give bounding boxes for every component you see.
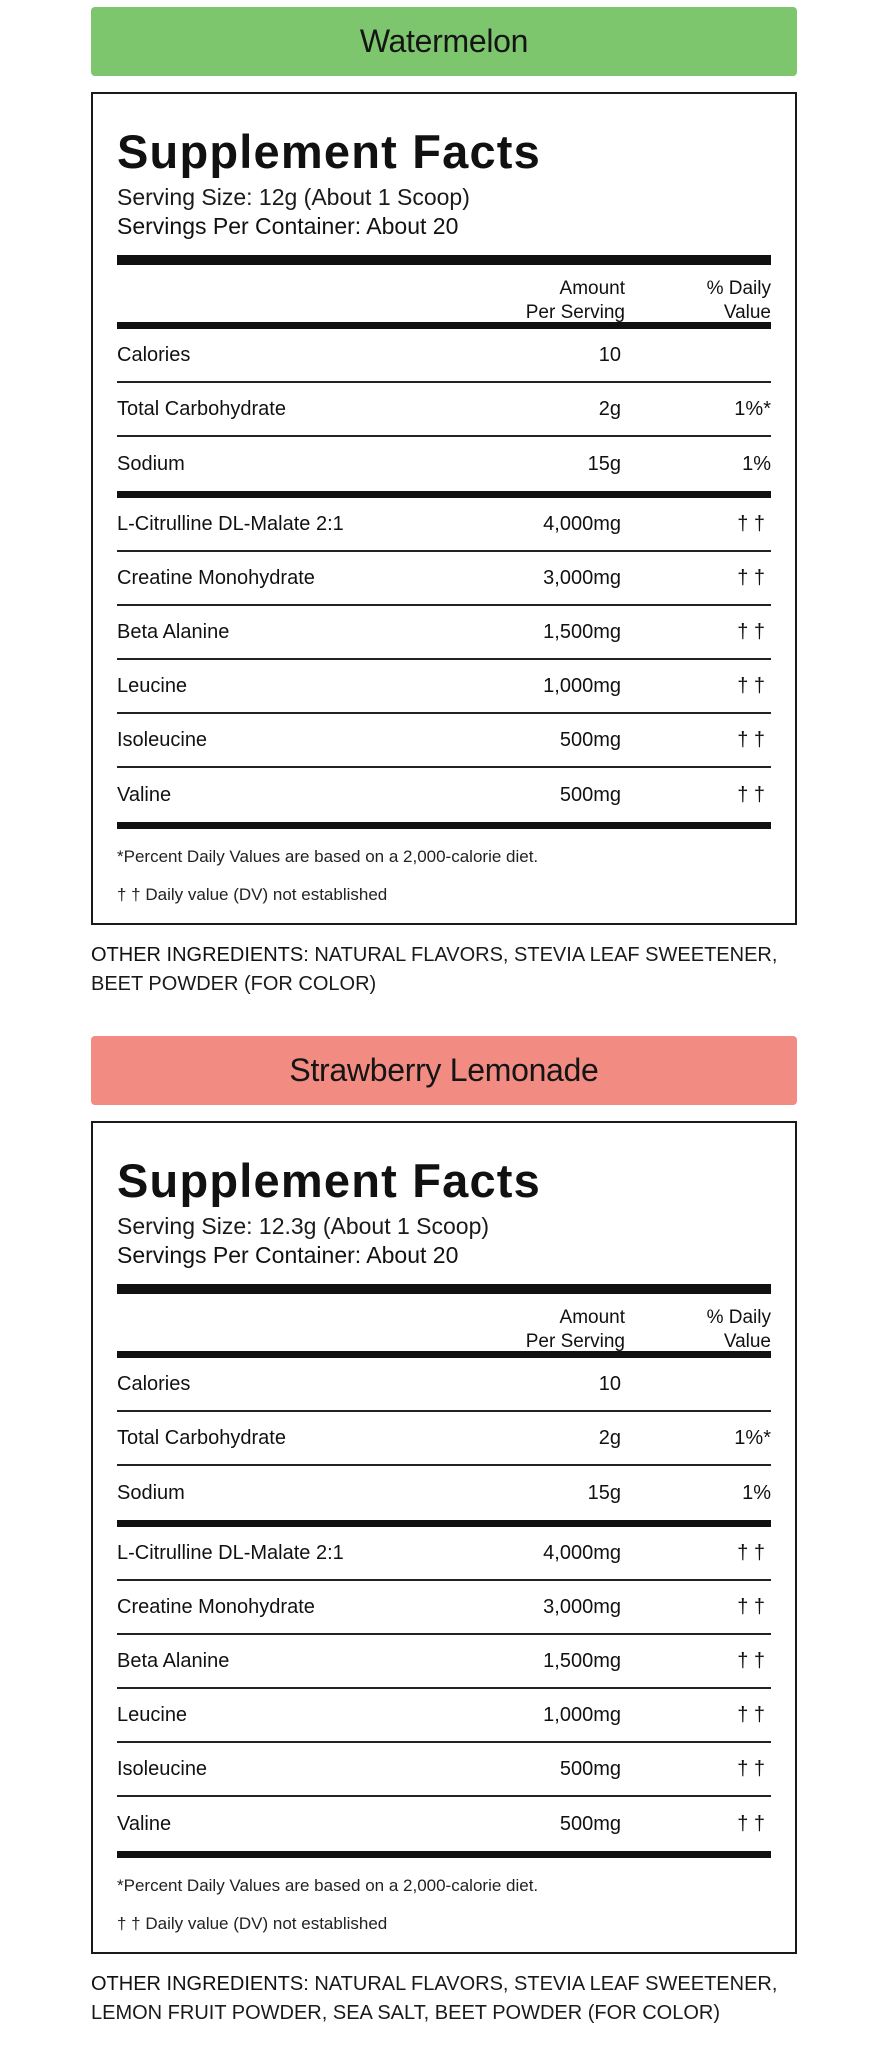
nutrient-dv: † † — [737, 512, 765, 535]
nutrient-name: Leucine — [117, 1703, 188, 1726]
daily-value-header — [707, 277, 771, 325]
flavor-banner-watermelon — [91, 7, 797, 76]
nutrient-row — [117, 329, 771, 383]
strawberry-lemonade-section — [91, 1036, 797, 2028]
amount-header-line: Per Serving — [525, 302, 625, 323]
nutrient-dv: † † — [737, 728, 765, 751]
divider-medium — [117, 322, 771, 329]
nutrient-amount: 500mg — [559, 1757, 621, 1780]
nutrient-name: L-Citrulline DL-Malate 2:1 — [117, 1541, 344, 1564]
amount-header-line: Per Serving — [525, 1331, 625, 1352]
nutrient-dv: 1% — [742, 452, 771, 475]
nutrient-row — [117, 768, 771, 822]
divider-thick — [117, 255, 771, 265]
nutrient-row — [117, 1466, 771, 1520]
watermelon-section — [91, 7, 797, 999]
nutrient-dv: 1%* — [734, 397, 771, 420]
footnote-daily-values: *Percent Daily Values are based on a 2,000-calorie diet. — [117, 1876, 539, 1895]
column-header — [117, 1294, 771, 1351]
dv-header-line: Value — [723, 1331, 771, 1352]
nutrient-amount: 4,000mg — [543, 512, 621, 535]
nutrient-amount: 1,000mg — [543, 1703, 621, 1726]
nutrient-row — [117, 660, 771, 714]
column-header — [117, 265, 771, 322]
divider-medium — [117, 822, 771, 829]
flavor-name: Strawberry Lemonade — [289, 1052, 599, 1088]
nutrient-amount: 3,000mg — [543, 566, 621, 589]
nutrient-row — [117, 498, 771, 552]
nutrient-name: Creatine Monohydrate — [117, 566, 315, 589]
nutrient-name: Calories — [117, 1372, 191, 1395]
supplement-facts-panel — [91, 92, 797, 925]
nutrient-dv: † † — [737, 1649, 765, 1672]
nutrient-row — [117, 1743, 771, 1797]
divider-medium — [117, 1520, 771, 1527]
amount-per-serving-header — [526, 277, 625, 325]
serving-size: Serving Size: 12.3g (About 1 Scoop) — [117, 1213, 490, 1239]
nutrient-rows — [117, 329, 771, 822]
nutrient-dv: † † — [737, 1541, 765, 1564]
amount-header-line: Amount — [559, 1307, 625, 1328]
divider-medium — [117, 1851, 771, 1858]
nutrient-row — [117, 1635, 771, 1689]
nutrient-row — [117, 1581, 771, 1635]
nutrient-name: Isoleucine — [117, 1757, 208, 1780]
nutrient-amount: 500mg — [559, 728, 621, 751]
nutrient-row — [117, 714, 771, 768]
nutrient-dv: 1% — [742, 1481, 771, 1504]
nutrient-amount: 2g — [598, 397, 621, 420]
nutrient-dv: † † — [737, 1595, 765, 1618]
other-ingredients — [91, 941, 797, 999]
amount-per-serving-header — [526, 1306, 625, 1354]
flavor-banner-strawberry-lemonade — [91, 1036, 797, 1105]
nutrient-dv: † † — [737, 566, 765, 589]
nutrient-row — [117, 1412, 771, 1466]
nutrient-name: Sodium — [117, 452, 185, 475]
nutrient-dv: 1%* — [734, 1426, 771, 1449]
footnote-daily-values: *Percent Daily Values are based on a 2,000-calorie diet. — [117, 847, 539, 866]
nutrient-row — [117, 1797, 771, 1851]
divider-medium — [117, 1351, 771, 1358]
dv-header-line: Value — [723, 302, 771, 323]
divider-medium — [117, 491, 771, 498]
nutrient-amount: 1,500mg — [543, 1649, 621, 1672]
nutrient-row — [117, 437, 771, 491]
supplement-facts-panel — [91, 1121, 797, 1954]
nutrient-name: L-Citrulline DL-Malate 2:1 — [117, 512, 344, 535]
facts-title: Supplement Facts — [117, 125, 542, 178]
nutrient-row — [117, 383, 771, 437]
flavor-name: Watermelon — [359, 23, 529, 59]
nutrient-amount: 4,000mg — [543, 1541, 621, 1564]
other-ingredients-label: OTHER INGREDIENTS: — [91, 944, 309, 966]
nutrient-name: Creatine Monohydrate — [117, 1595, 315, 1618]
nutrient-row — [117, 1358, 771, 1412]
nutrient-name: Total Carbohydrate — [117, 1426, 286, 1449]
servings-per-container: Servings Per Container: About 20 — [117, 213, 459, 239]
nutrient-name: Leucine — [117, 674, 188, 697]
other-ingredients-text: NATURAL FLAVORS, STEVIA LEAF SWEETENER, LEMON FRUIT POWDER, SEA SALT, BEET POWDER (FOR COLOR) — [91, 1973, 778, 2024]
facts-title: Supplement Facts — [117, 1154, 542, 1207]
nutrient-name: Sodium — [117, 1481, 185, 1504]
nutrient-row — [117, 552, 771, 606]
nutrient-amount: 10 — [598, 343, 621, 366]
nutrient-name: Isoleucine — [117, 728, 208, 751]
nutrient-amount: 2g — [598, 1426, 621, 1449]
nutrient-name: Valine — [117, 1812, 172, 1835]
nutrient-name: Total Carbohydrate — [117, 397, 286, 420]
amount-header-line: Amount — [559, 278, 625, 299]
nutrient-amount: 500mg — [559, 1812, 621, 1835]
divider-thick — [117, 1284, 771, 1294]
dv-header-line: % Daily — [706, 278, 771, 299]
nutrient-name: Beta Alanine — [117, 1649, 230, 1672]
dv-header-line: % Daily — [706, 1307, 771, 1328]
nutrient-dv: † † — [737, 674, 765, 697]
other-ingredients-label: OTHER INGREDIENTS: — [91, 1973, 309, 1995]
nutrient-amount: 10 — [598, 1372, 621, 1395]
nutrient-dv: † † — [737, 1703, 765, 1726]
nutrient-dv: † † — [737, 1812, 765, 1835]
nutrient-row — [117, 1527, 771, 1581]
footnote-dv-not-established: † † Daily value (DV) not established — [117, 885, 388, 904]
nutrient-amount: 15g — [587, 1481, 621, 1504]
nutrient-name: Beta Alanine — [117, 620, 230, 643]
serving-size: Serving Size: 12g (About 1 Scoop) — [117, 184, 470, 210]
nutrient-row — [117, 1689, 771, 1743]
servings-per-container: Servings Per Container: About 20 — [117, 1242, 459, 1268]
other-ingredients-text: NATURAL FLAVORS, STEVIA LEAF SWEETENER, BEET POWDER (FOR COLOR) — [91, 944, 778, 995]
nutrient-rows — [117, 1358, 771, 1851]
nutrient-dv: † † — [737, 1757, 765, 1780]
nutrient-dv: † † — [737, 783, 765, 806]
nutrient-amount: 1,000mg — [543, 674, 621, 697]
nutrient-name: Valine — [117, 783, 172, 806]
footnote-dv-not-established: † † Daily value (DV) not established — [117, 1914, 388, 1933]
nutrient-name: Calories — [117, 343, 191, 366]
nutrient-amount: 1,500mg — [543, 620, 621, 643]
daily-value-header — [707, 1306, 771, 1354]
nutrient-amount: 15g — [587, 452, 621, 475]
nutrient-row — [117, 606, 771, 660]
nutrient-amount: 3,000mg — [543, 1595, 621, 1618]
nutrient-dv: † † — [737, 620, 765, 643]
nutrient-amount: 500mg — [559, 783, 621, 806]
other-ingredients — [91, 1970, 797, 2028]
